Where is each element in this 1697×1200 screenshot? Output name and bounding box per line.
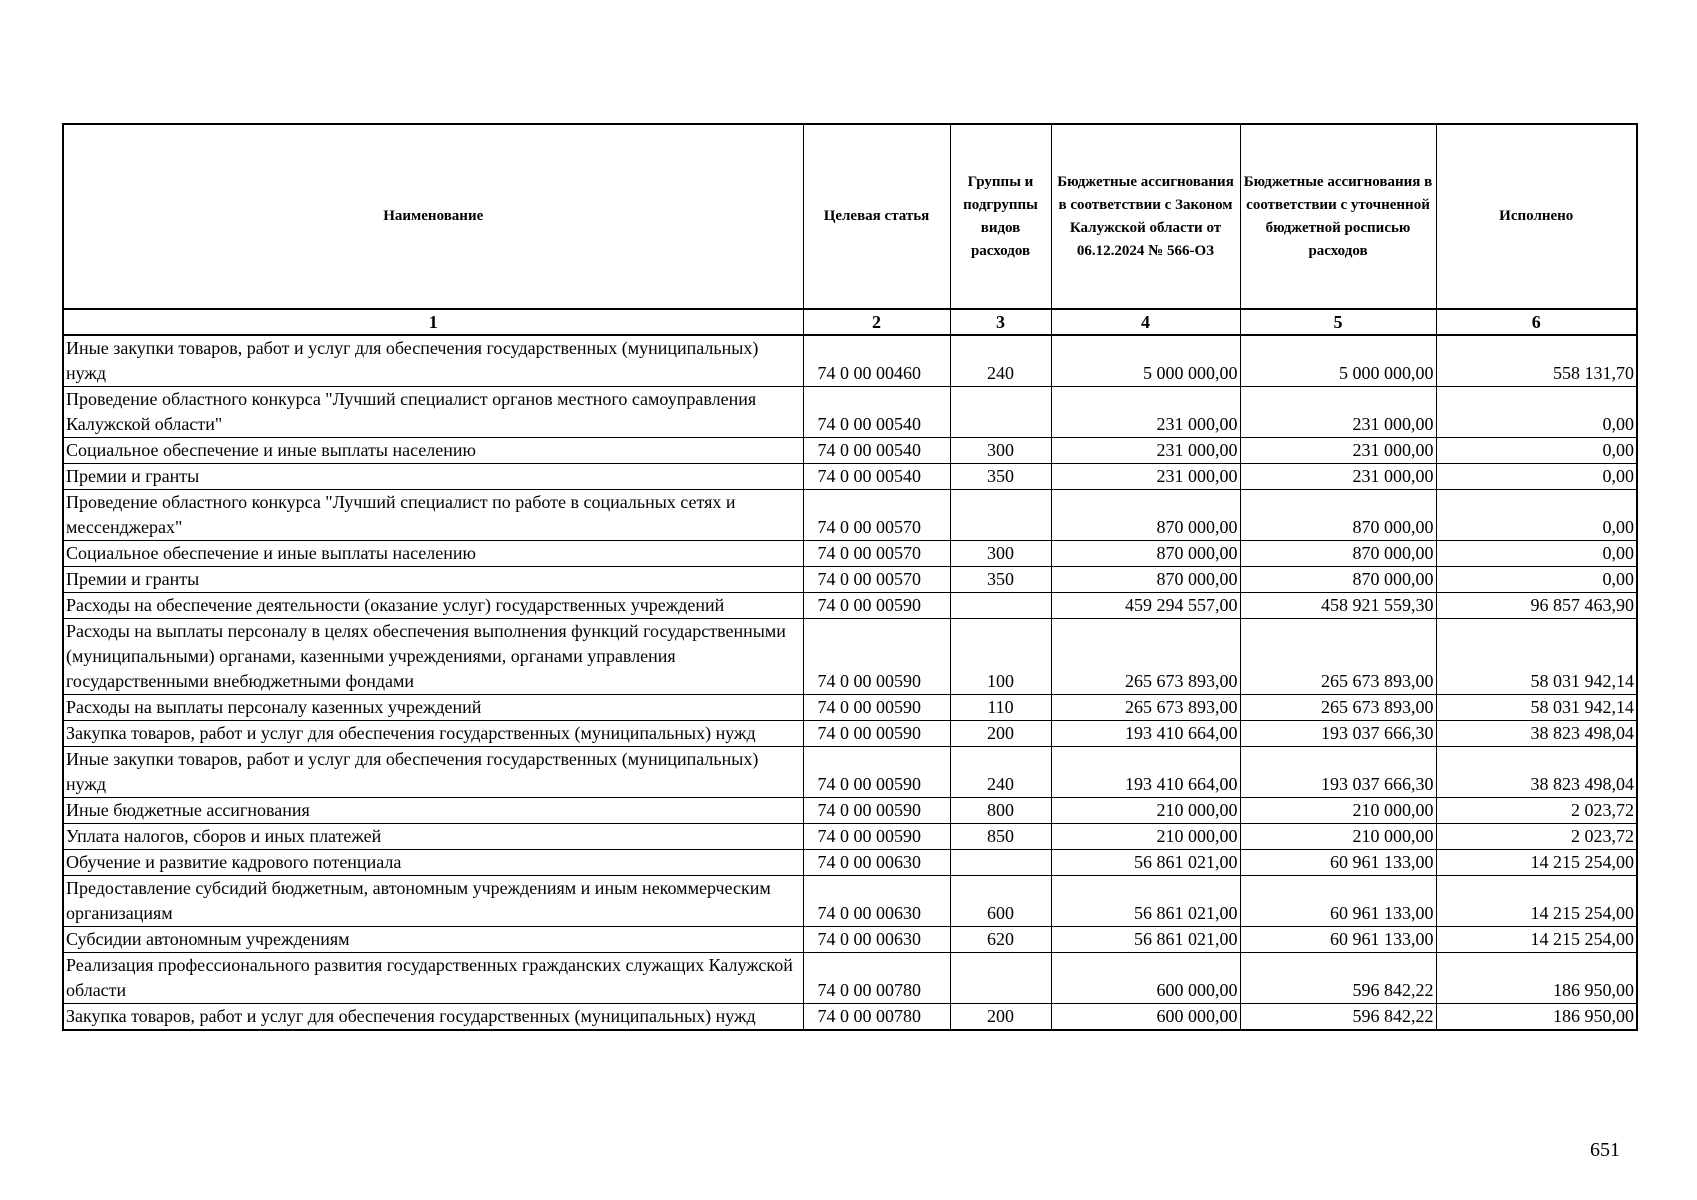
row-target-code: 74 0 00 00630 [803,927,950,953]
row-law-amount: 870 000,00 [1051,541,1240,567]
row-target-code: 74 0 00 00460 [803,335,950,387]
row-name: Расходы на обеспечение деятельности (оказание услуг) государственных учреждений [63,593,803,619]
row-refined-amount: 231 000,00 [1240,438,1436,464]
row-target-code: 74 0 00 00590 [803,824,950,850]
row-refined-amount: 210 000,00 [1240,824,1436,850]
row-name: Социальное обеспечение и иные выплаты населению [63,438,803,464]
page-number: 651 [1590,1139,1620,1161]
row-target-code: 74 0 00 00590 [803,721,950,747]
row-law-amount: 231 000,00 [1051,438,1240,464]
row-refined-amount: 231 000,00 [1240,464,1436,490]
row-refined-amount: 265 673 893,00 [1240,619,1436,695]
row-refined-amount: 231 000,00 [1240,387,1436,438]
table-row [63,876,1637,927]
row-refined-amount: 265 673 893,00 [1240,695,1436,721]
row-law-amount: 265 673 893,00 [1051,619,1240,695]
row-group-code: 850 [950,824,1051,850]
row-executed-amount: 38 823 498,04 [1436,721,1637,747]
table-body [63,335,1637,1030]
row-name: Субсидии автономным учреждениям [63,927,803,953]
row-refined-amount: 596 842,22 [1240,953,1436,1004]
row-law-amount: 600 000,00 [1051,953,1240,1004]
row-group-code [950,850,1051,876]
table-row [63,541,1637,567]
table-row [63,695,1637,721]
row-law-amount: 56 861 021,00 [1051,850,1240,876]
row-group-code [950,387,1051,438]
row-executed-amount: 558 131,70 [1436,335,1637,387]
budget-table [62,123,1638,1031]
row-group-code: 300 [950,438,1051,464]
row-law-amount: 870 000,00 [1051,567,1240,593]
row-refined-amount: 870 000,00 [1240,541,1436,567]
row-refined-amount: 193 037 666,30 [1240,747,1436,798]
header-target: Целевая статья [803,124,950,309]
header-name: Наименование [63,124,803,309]
row-target-code: 74 0 00 00590 [803,619,950,695]
row-refined-amount: 596 842,22 [1240,1004,1436,1031]
row-target-code: 74 0 00 00780 [803,953,950,1004]
header-row [63,124,1637,309]
header-refined: Бюджетные ассигнования в соответствии с уточненной бюджетной росписью расходов [1240,124,1436,309]
row-executed-amount: 14 215 254,00 [1436,876,1637,927]
row-executed-amount: 0,00 [1436,387,1637,438]
table-row [63,1004,1637,1031]
row-name: Реализация профессионального развития государственных гражданских служащих Калужской области [63,953,803,1004]
row-group-code: 300 [950,541,1051,567]
row-group-code: 100 [950,619,1051,695]
table-row [63,721,1637,747]
row-refined-amount: 60 961 133,00 [1240,927,1436,953]
row-group-code: 240 [950,747,1051,798]
row-name: Иные бюджетные ассигнования [63,798,803,824]
row-law-amount: 231 000,00 [1051,387,1240,438]
row-law-amount: 600 000,00 [1051,1004,1240,1031]
row-target-code: 74 0 00 00630 [803,876,950,927]
row-executed-amount: 14 215 254,00 [1436,850,1637,876]
row-executed-amount: 58 031 942,14 [1436,695,1637,721]
row-executed-amount: 0,00 [1436,490,1637,541]
row-executed-amount: 2 023,72 [1436,824,1637,850]
row-group-code: 200 [950,721,1051,747]
row-refined-amount: 870 000,00 [1240,567,1436,593]
row-refined-amount: 870 000,00 [1240,490,1436,541]
column-number-row [63,309,1637,335]
row-target-code: 74 0 00 00630 [803,850,950,876]
row-executed-amount: 186 950,00 [1436,953,1637,1004]
row-name: Закупка товаров, работ и услуг для обеспечения государственных (муниципальных) нужд [63,721,803,747]
row-refined-amount: 60 961 133,00 [1240,850,1436,876]
column-number: 4 [1051,309,1240,335]
row-group-code [950,593,1051,619]
row-refined-amount: 210 000,00 [1240,798,1436,824]
row-law-amount: 210 000,00 [1051,798,1240,824]
column-number: 5 [1240,309,1436,335]
row-name: Обучение и развитие кадрового потенциала [63,850,803,876]
row-name: Расходы на выплаты персоналу казенных учреждений [63,695,803,721]
row-target-code: 74 0 00 00570 [803,541,950,567]
row-executed-amount: 0,00 [1436,438,1637,464]
column-number: 6 [1436,309,1637,335]
header-law: Бюджетные ассигнования в соответствии с Законом Калужской области от 06.12.2024 № 566-ОЗ [1051,124,1240,309]
row-name: Иные закупки товаров, работ и услуг для обеспечения государственных (муниципальных) нужд [63,747,803,798]
table-row [63,490,1637,541]
row-name: Предоставление субсидий бюджетным, автономным учреждениям и иным некоммерческим организациям [63,876,803,927]
row-target-code: 74 0 00 00590 [803,798,950,824]
row-refined-amount: 458 921 559,30 [1240,593,1436,619]
row-name: Премии и гранты [63,567,803,593]
row-target-code: 74 0 00 00570 [803,567,950,593]
row-target-code: 74 0 00 00590 [803,593,950,619]
table-row [63,798,1637,824]
row-target-code: 74 0 00 00540 [803,387,950,438]
row-executed-amount: 186 950,00 [1436,1004,1637,1031]
row-name: Уплата налогов, сборов и иных платежей [63,824,803,850]
row-law-amount: 459 294 557,00 [1051,593,1240,619]
table-row [63,464,1637,490]
row-refined-amount: 60 961 133,00 [1240,876,1436,927]
row-law-amount: 5 000 000,00 [1051,335,1240,387]
row-group-code: 350 [950,567,1051,593]
row-law-amount: 193 410 664,00 [1051,721,1240,747]
table-row [63,335,1637,387]
column-number: 3 [950,309,1051,335]
row-executed-amount: 0,00 [1436,567,1637,593]
row-name: Иные закупки товаров, работ и услуг для обеспечения государственных (муниципальных) нужд [63,335,803,387]
row-name: Проведение областного конкурса "Лучший специалист органов местного самоуправления Калужской области" [63,387,803,438]
table-row [63,438,1637,464]
row-group-code [950,490,1051,541]
row-group-code: 800 [950,798,1051,824]
header-executed: Исполнено [1436,124,1637,309]
row-target-code: 74 0 00 00570 [803,490,950,541]
row-target-code: 74 0 00 00590 [803,747,950,798]
row-executed-amount: 0,00 [1436,464,1637,490]
row-name: Социальное обеспечение и иные выплаты населению [63,541,803,567]
row-group-code: 110 [950,695,1051,721]
row-law-amount: 870 000,00 [1051,490,1240,541]
row-target-code: 74 0 00 00540 [803,438,950,464]
row-target-code: 74 0 00 00540 [803,464,950,490]
table-row [63,850,1637,876]
row-law-amount: 265 673 893,00 [1051,695,1240,721]
row-refined-amount: 5 000 000,00 [1240,335,1436,387]
row-group-code: 350 [950,464,1051,490]
table-row [63,619,1637,695]
row-name: Премии и гранты [63,464,803,490]
row-law-amount: 210 000,00 [1051,824,1240,850]
row-executed-amount: 14 215 254,00 [1436,927,1637,953]
row-law-amount: 56 861 021,00 [1051,876,1240,927]
table-row [63,387,1637,438]
table-row [63,593,1637,619]
header-groups: Группы и подгруппы видов расходов [950,124,1051,309]
column-number: 2 [803,309,950,335]
row-executed-amount: 2 023,72 [1436,798,1637,824]
row-group-code: 240 [950,335,1051,387]
row-group-code: 200 [950,1004,1051,1031]
row-refined-amount: 193 037 666,30 [1240,721,1436,747]
table-row [63,567,1637,593]
row-executed-amount: 96 857 463,90 [1436,593,1637,619]
column-number: 1 [63,309,803,335]
table-row [63,953,1637,1004]
row-group-code: 600 [950,876,1051,927]
table-row [63,824,1637,850]
row-law-amount: 231 000,00 [1051,464,1240,490]
budget-table-sheet [62,123,1636,1031]
row-group-code [950,953,1051,1004]
row-law-amount: 193 410 664,00 [1051,747,1240,798]
row-law-amount: 56 861 021,00 [1051,927,1240,953]
row-name: Расходы на выплаты персоналу в целях обеспечения выполнения функций государственными (муниципальными) органами, казенными учреждениями, органами управления государственными внебюджетными фондами [63,619,803,695]
table-row [63,747,1637,798]
table-row [63,927,1637,953]
row-name: Закупка товаров, работ и услуг для обеспечения государственных (муниципальных) нужд [63,1004,803,1031]
row-executed-amount: 58 031 942,14 [1436,619,1637,695]
row-executed-amount: 0,00 [1436,541,1637,567]
row-target-code: 74 0 00 00780 [803,1004,950,1031]
row-executed-amount: 38 823 498,04 [1436,747,1637,798]
row-target-code: 74 0 00 00590 [803,695,950,721]
row-name: Проведение областного конкурса "Лучший специалист по работе в социальных сетях и мессенджерах" [63,490,803,541]
row-group-code: 620 [950,927,1051,953]
